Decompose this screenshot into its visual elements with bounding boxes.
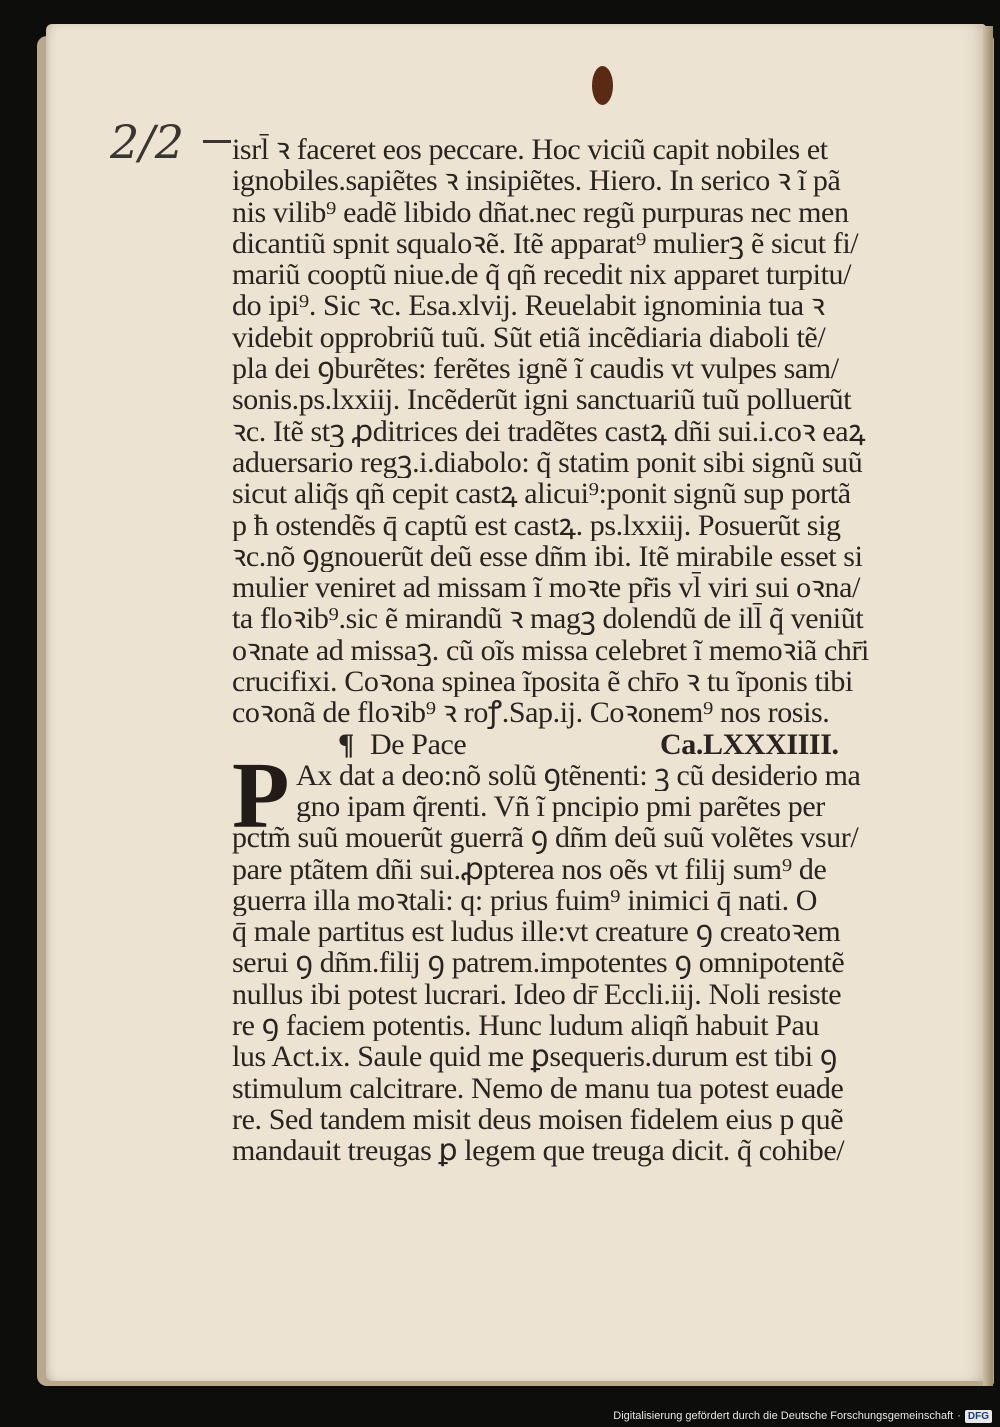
text-line: p ħ ostendẽs q̄ captũ est castꝝ. ps.lxxiij. Posuerũt sig — [232, 509, 841, 541]
text-line: re ꝯ faciem potentis. Hunc ludum aliqñ habuit Pau — [232, 1010, 820, 1042]
text-line: mandauit treugas ꝑ legem que treuga dicit. q̃ cohibe/ — [232, 1135, 845, 1167]
dfg-logo: DFG — [965, 1410, 992, 1423]
text-line: re. Sed tandem misit deus moisen fidelem eius p quẽ — [232, 1103, 844, 1136]
text-line: pctm̃ suũ mouerũt guerrã ꝯ dñm deũ suũ volẽtes vsur/ — [232, 822, 859, 854]
text-line: lus Act.ix. Saule quid me ꝑsequeris.durum est tibi ꝯ — [232, 1041, 837, 1073]
text-line: stimulum calcitrare. Nemo de manu tua potest euade — [232, 1072, 844, 1104]
text-line: videbit opprobriũ tuũ. Sũt etiã incẽdiaria diaboli tẽ/ — [232, 321, 826, 354]
text-line: ꝛc. Itẽ stꝫ ꝓditrices dei tradẽtes castꝝ dñi sui.i.coꝛ eaꝝ — [232, 415, 866, 447]
text-line: crucifixi. Coꝛona spinea ĩposita ẽ chr̄o ꝛ tu ĩponis tibi — [232, 666, 853, 698]
text-line: do ipi⁹. Sic ꝛc. Esa.xlvij. Reuelabit ignominia tua ꝛ — [232, 290, 825, 322]
chapter-heading — [232, 729, 904, 760]
text-line: guerra illa moꝛtali: q: prius fuim⁹ inimici q̄ nati. O — [232, 884, 818, 917]
text-line: mulier veniret ad missam ĩ moꝛte pr̃is vl̄ viri sui oꝛna/ — [232, 572, 861, 604]
chapter-number: Ca.LXXXIIII. — [660, 727, 839, 761]
ink-blot — [592, 66, 613, 105]
text-line: gno ipam q̃renti. Vñ ĩ pncipio pmi parẽtes per — [296, 790, 825, 823]
text-line: ignobiles.sapiẽtes ꝛ insipiẽtes. Hiero. In serico ꝛ ĩ pã — [232, 165, 841, 197]
footer-credit — [613, 1408, 992, 1424]
chapter-title: De Pace — [370, 727, 467, 761]
text-line: oꝛnate ad missaꝫ. cũ oĩs missa celebret ĩ memoꝛiã chr̄i — [232, 634, 869, 667]
text-line: aduersario regꝫ.i.diabolo: q̃ statim ponit sibi signũ suũ — [232, 446, 863, 479]
text-line: pare ptãtem dñi sui.ꝓpterea nos oẽs vt filij sum⁹ de — [232, 853, 827, 885]
text-line: pla dei ꝯburẽtes: ferẽtes ignẽ ĩ caudis vt vulpes sam/ — [232, 353, 839, 385]
paragraph-1 — [232, 134, 904, 729]
text-line: sonis.ps.lxxiij. Incẽderũt igni sanctuariũ tuũ polluerũt — [232, 384, 852, 416]
text-line: sicut aliq̃s qñ cepit castꝝ alicui⁹:ponit signũ sup portã — [232, 478, 851, 510]
paraph-mark: ¶ — [338, 727, 354, 761]
manuscript-page-number — [110, 115, 230, 169]
text-line: serui ꝯ dñm.filij ꝯ patrem.impotentes ꝯ omnipotentẽ — [232, 947, 845, 979]
text-line: mariũ cooptũ niue.de q̃ qñ recedit nix apparet turpitu/ — [232, 259, 852, 291]
page-right-edge — [983, 26, 993, 1386]
text-line: nis vilib⁹ eadẽ libido dñat.nec regũ purpuras nec men — [232, 196, 849, 228]
footer-separator: · — [957, 1410, 961, 1422]
text-line: ꝛc.nõ ꝯgnouerũt deũ esse dñm ibi. Itẽ mirabile esset si — [232, 540, 863, 573]
footer-text: Digitalisierung gefördert durch die Deutsche Forschungsgemeinschaft — [613, 1410, 954, 1422]
manuscript-mark-dash — [203, 140, 231, 143]
text-line: coꝛonã de floꝛib⁹ ꝛ roꝭ.Sap.ij. Coꝛonem⁹ nos rosis. — [232, 697, 830, 729]
text-line: q̄ male partitus est ludus ille:vt creature ꝯ creatoꝛem — [232, 916, 841, 948]
text-line: isrl̄ ꝛ faceret eos peccare. Hoc viciũ capit nobiles et — [232, 134, 828, 166]
text-line: nullus ibi potest lucrari. Ideo dr̄ Eccli.iij. Noli resiste — [232, 978, 842, 1011]
text-block — [232, 134, 904, 1167]
text-line: ta floꝛib⁹.sic ẽ mirandũ ꝛ magꝫ dolendũ de ill̄ q̃ veniũt — [232, 603, 864, 635]
initial-letter: P — [232, 743, 290, 848]
text-line: dicantiũ spnit squaloꝛẽ. Itẽ apparat⁹ mulierꝫ ẽ sicut fi/ — [232, 227, 859, 260]
manuscript-mark-text: 2/2 — [110, 115, 185, 169]
text-line: Ax dat a deo:nõ solũ ꝯtẽnenti: ꝫ cũ desiderio ma — [296, 759, 861, 791]
